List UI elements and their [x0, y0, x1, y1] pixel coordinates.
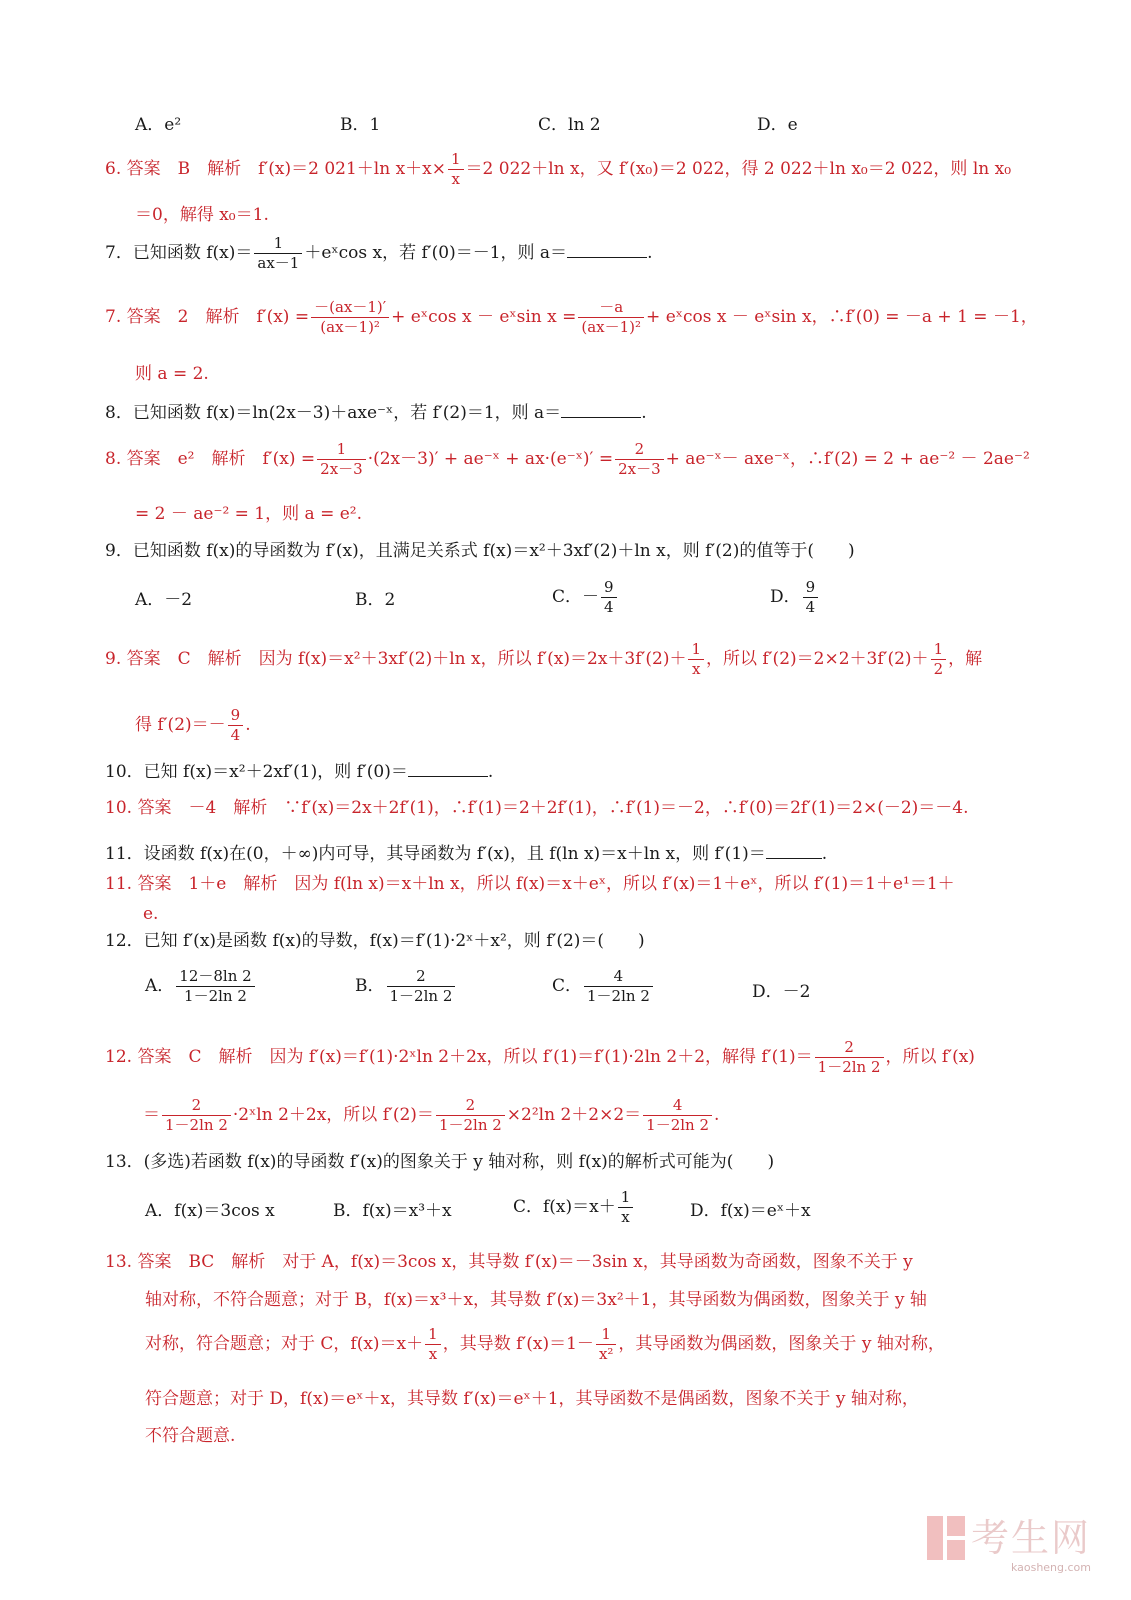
- answer-12-line1: 12. 答案 C 解析 因为 f′(x)＝f′(1)·2ˣln 2＋2x，所以 f′(1)＝f′(1)·2ln 2＋2，解得 f′(1)＝ $\frac{2}{1-2\ln 2}$ ，所以 f′(x): [105, 1038, 975, 1076]
- q5-option-a: A．e²: [135, 115, 182, 135]
- q13-option-c: C．f(x)＝x＋ $\frac{1}{x}$: [513, 1190, 635, 1225]
- answer-blank: [766, 844, 822, 859]
- answer-13-line4: 符合题意；对于 D，f(x)＝eˣ＋x，其导数 f′(x)＝eˣ＋1，其导函数不是偶函数，图象不关于 y 轴对称，: [145, 1389, 919, 1409]
- q12-option-a: A． $\frac{12-8\ln 2}{1-2\ln 2}$: [145, 969, 257, 1004]
- question-8: 8．已知函数 f(x)＝ln(2x－3)＋axe⁻ˣ，若 f′(2)＝1，则 a＝ .: [105, 403, 647, 423]
- answer-blank: [408, 762, 488, 777]
- answer-blank: [567, 243, 647, 258]
- q12-option-c: C． $\frac{4}{1-2\ln 2}$: [552, 969, 655, 1004]
- q13-option-d: D．f(x)＝eˣ＋x: [690, 1201, 811, 1221]
- q13-option-a: A．f(x)＝3cos x: [145, 1201, 275, 1221]
- watermark-text: 考生网: [970, 1516, 1091, 1560]
- watermark-logo: [927, 1516, 1091, 1560]
- logo-mark-icon: [927, 1516, 965, 1560]
- q9-option-b: B．2: [355, 590, 396, 610]
- answer-13-line1: 13. 答案 BC 解析 对于 A，f(x)＝3cos x，其导数 f′(x)＝－3sin x，其导函数为奇函数，图象不关于 y: [105, 1252, 913, 1272]
- answer-13-line3: 对称，符合题意；对于 C，f(x)＝x＋ $\frac{1}{x}$ ，其导数 f′(x)＝1－ $\frac{1}{\text{x²}}$ ，其导函数为偶函数，图象关于 y 轴对称，: [145, 1325, 945, 1363]
- q5-option-d: D．e: [757, 115, 798, 135]
- answer-9-line2: 得 f′(2)＝－ $\frac{9}{4}$ .: [135, 706, 251, 744]
- answer-7-line2: 则 a = 2.: [135, 364, 209, 384]
- answer-6-line2: ＝0，解得 x₀＝1.: [135, 205, 269, 225]
- question-7: 7．已知函数 f(x)＝ $\frac{1}{ax-1}$ ＋eˣcos x，若 f′(0)＝－1，则 a＝ .: [105, 234, 653, 272]
- question-9: 9．已知函数 f(x)的导函数为 f′(x)，且满足关系式 f(x)＝x²＋3xf′(2)＋ln x，则 f′(2)的值等于( ): [105, 541, 855, 561]
- q12-option-b: B． $\frac{2}{1-2\ln 2}$: [355, 969, 457, 1004]
- q5-option-b: B．1: [340, 115, 381, 135]
- question-13: 13．(多选)若函数 f(x)的导函数 f′(x)的图象关于 y 轴对称，则 f(x)的解析式可能为( ): [105, 1152, 775, 1172]
- answer-8-line1: 8. 答案 e² 解析 f′(x) = $\frac{1}{2x-3}$ ·(2x－3)′ + ae⁻ˣ + ax·(e⁻ˣ)′ = $\frac{2}{2x-3}$ + ae⁻ˣ－ axe⁻ˣ，∴f′(2) = 2 + ae⁻² － 2ae⁻²: [105, 440, 1030, 478]
- answer-9-line1: 9. 答案 C 解析 因为 f(x)＝x²＋3xf′(2)＋ln x，所以 f′(x)＝2x＋3f′(2)＋ $\frac{1}{x}$ ，所以 f′(2)＝2×2＋3f′(2)＋ $\frac{1}{2}$ ，解: [105, 640, 983, 678]
- answer-13-line2: 轴对称，不符合题意；对于 B，f(x)＝x³＋x，其导数 f′(x)＝3x²＋1，其导函数为偶函数，图象关于 y 轴: [145, 1290, 927, 1310]
- answer-11-line1: 11. 答案 1＋e 解析 因为 f(ln x)＝x＋ln x，所以 f(x)＝x＋eˣ，所以 f′(x)＝1＋eˣ，所以 f′(1)＝1＋e¹＝1＋: [105, 874, 955, 894]
- q9-option-a: A．－2: [135, 590, 193, 610]
- answer-7-line1: 7. 答案 2 解析 f′(x) = $\frac{-(ax-1)'}{\text{(ax－1)²}}$ + eˣcos x － eˣsin x = $\frac{-a}{\text{(ax－1)²}}$ + eˣcos x － eˣsin x，∴f′(0) = －a + 1 = －1，: [105, 298, 1038, 336]
- q13-option-b: B．f(x)＝x³＋x: [333, 1201, 452, 1221]
- question-12: 12．已知 f′(x)是函数 f(x)的导数，f(x)＝f′(1)·2ˣ＋x²，则 f′(2)＝( ): [105, 931, 645, 951]
- answer-10: 10. 答案 －4 解析 ∵f′(x)＝2x＋2f′(1)，∴f′(1)＝2＋2f′(1)，∴f′(1)＝－2，∴f′(0)＝2f′(1)＝2×(－2)＝－4.: [105, 798, 969, 818]
- answer-13-line5: 不符合题意.: [145, 1426, 236, 1446]
- q9-option-d: D． $\frac{9}{4}$: [770, 580, 820, 615]
- question-10: 10．已知 f(x)＝x²＋2xf′(1)，则 f′(0)＝ .: [105, 762, 494, 782]
- q5-option-c: C．ln 2: [538, 115, 601, 135]
- answer-blank: [561, 403, 641, 418]
- q9-option-c: C．－ $\frac{9}{4}$: [552, 580, 619, 615]
- question-11: 11．设函数 f(x)在(0，＋∞)内可导，其导函数为 f′(x)，且 f(ln x)＝x＋ln x，则 f′(1)＝ .: [105, 844, 828, 864]
- answer-12-line2: ＝ $\frac{2}{1-2\ln 2}$ ·2ˣln 2＋2x，所以 f′(2)＝ $\frac{2}{1-2\ln 2}$ ×2²ln 2＋2×2＝ $\frac{4}{1-2\ln 2}$ .: [143, 1096, 720, 1134]
- watermark-url: kaosheng.com: [1010, 1561, 1091, 1574]
- answer-11-line2: e.: [143, 904, 159, 924]
- answer-8-line2: = 2 － ae⁻² = 1，则 a = e².: [135, 504, 362, 524]
- q12-option-d: D．－2: [752, 982, 811, 1002]
- answer-6-line1: 6. 答案 B 解析 f′(x)＝2 021＋ln x＋x× $\frac{1}{x}$ ＝2 022＋ln x，又 f′(x₀)＝2 022，得 2 022＋ln x₀＝2 022，则 ln x₀: [105, 150, 1012, 188]
